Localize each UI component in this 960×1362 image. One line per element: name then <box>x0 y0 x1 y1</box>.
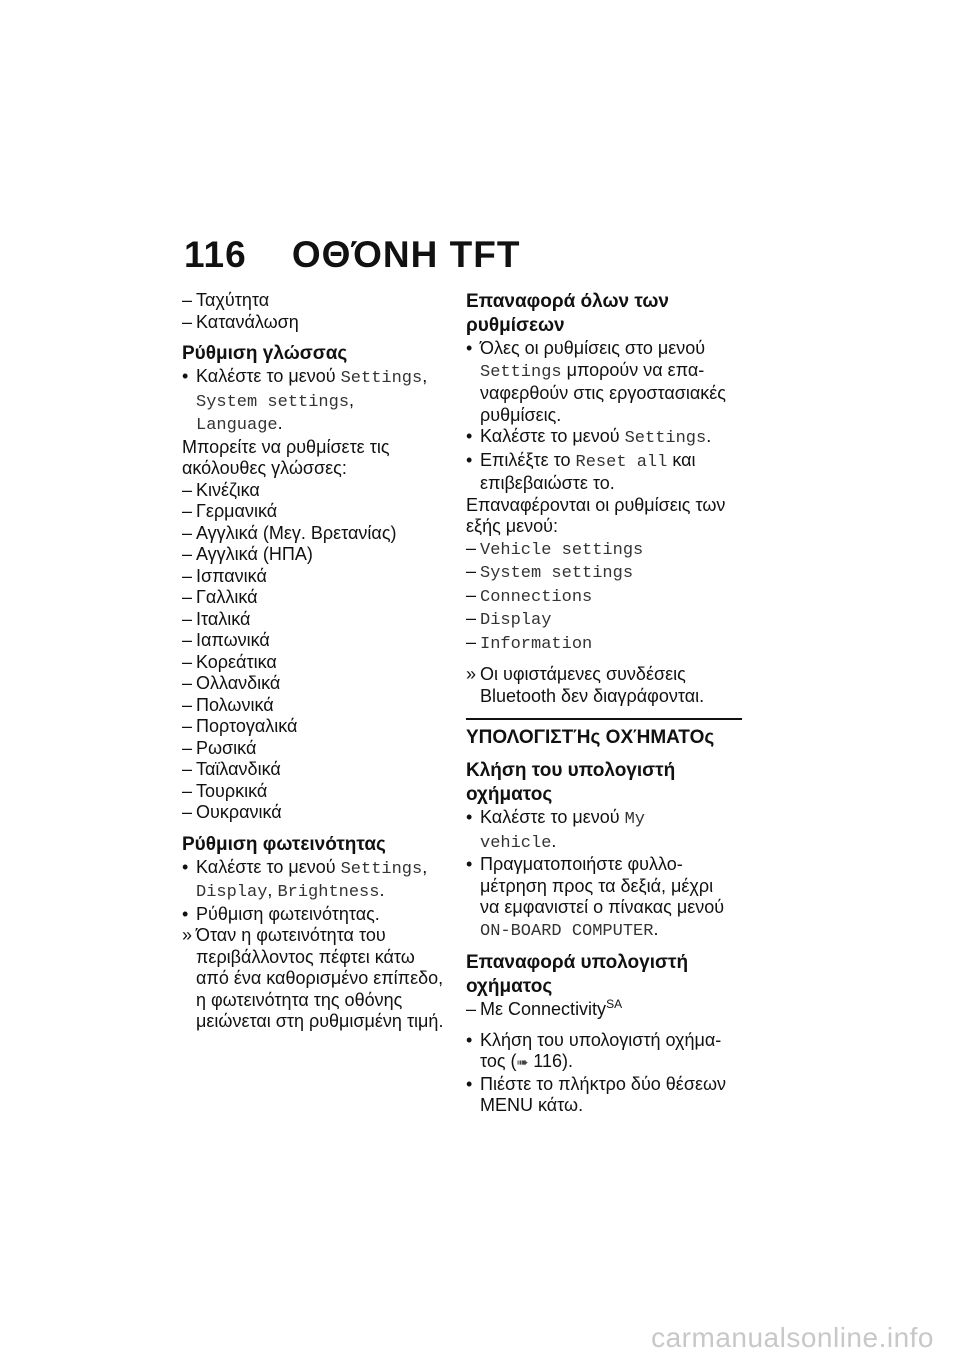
section-heading: Κλήση του υπολογιστή οχήματος <box>466 760 676 805</box>
list-item: – Connections <box>466 584 593 607</box>
list-item: – Κινέζικα <box>182 479 260 500</box>
language-list <box>182 480 444 824</box>
list-item: – Ουκρανικά <box>182 802 282 822</box>
list-item: – Information <box>466 631 593 654</box>
note-icon: » <box>182 925 193 945</box>
bullet-item: • Ρύθμιση φωτεινότητας. <box>182 903 380 924</box>
list-item: – Ολλανδικά <box>182 673 281 693</box>
list-item: – Ιαπωνικά <box>182 630 270 650</box>
list-item: – Πολωνικά <box>182 694 274 715</box>
list-item: – Ισπανικά <box>182 565 267 586</box>
section-heading: Ρύθμιση γλώσσας <box>182 343 348 364</box>
note-icon: » <box>466 664 477 684</box>
note-line: από ένα καθορισμένο επίπεδο, <box>196 968 444 988</box>
bullet-item: • Καλέστε το μενού My <box>466 807 645 829</box>
bullet-item: • Επιλέξτε το Reset all και <box>466 449 696 472</box>
page-reference[interactable]: 116 <box>533 1051 562 1071</box>
section-divider <box>466 718 742 720</box>
list-item: – System settings <box>466 561 634 583</box>
section-heading: Επαναφορά όλων των ρυθμίσεων <box>466 291 669 336</box>
paragraph: εξής μενού: <box>466 516 559 536</box>
list-item: – Αγγλικά (ΗΠΑ) <box>182 544 313 564</box>
bullet-item: • Πραγματοποιήστε φυλλο- <box>466 854 683 874</box>
bullet-item: • Καλέστε το μενού Settings, <box>182 366 428 388</box>
chapter-title: ΟΘΌΝΗ TFT <box>291 234 521 275</box>
note-item: » Οι υφιστάμενες συνδέσεις <box>466 664 686 684</box>
list-item: – Κατανάλωση <box>182 311 299 332</box>
list-item: – Display <box>466 608 552 630</box>
paragraph: ακόλουθες γλώσσες: <box>182 458 347 478</box>
section-title: ΥΠΟΛΟΓΙΣΤΉς ΟΧΉΜΑΤΟς <box>466 727 715 748</box>
menu-list <box>466 538 742 656</box>
section-heading: Ρύθμιση φωτεινότητας <box>182 833 386 855</box>
bullet-item: • Πιέστε το πλήκτρο δύο θέσεων <box>466 1073 727 1094</box>
watermark: carmanualsonline.info <box>651 1322 934 1353</box>
paragraph: Επαναφέρονται οι ρυθμίσεις των <box>466 494 726 515</box>
page-ref-arrow-icon: ➠ <box>516 1054 529 1070</box>
note-item: » Όταν η φωτεινότητα του <box>182 925 386 945</box>
list-item: – Αγγλικά (Μεγ. Βρετανίας) <box>182 522 397 543</box>
note-line: περιβάλλοντος πέφτει κάτω <box>196 946 415 967</box>
bullet-item: • Καλέστε το μενού Settings, <box>182 856 428 879</box>
note-line: μειώνεται στη ρυθμισμένη τιμή. <box>196 1011 444 1031</box>
paragraph: Μπορείτε να ρυθμίσετε τις <box>182 436 390 457</box>
section-heading: Επαναφορά υπολογιστή οχήματος <box>466 952 689 997</box>
list-item: – Vehicle settings <box>466 537 644 560</box>
list-item: – Ρωσικά <box>182 737 257 758</box>
list-item: – Ταχύτητα <box>182 290 270 310</box>
list-item: – Γαλλικά <box>182 587 258 607</box>
list-item: – Πορτογαλικά <box>182 716 298 736</box>
note-line: η φωτεινότητα της οθόνης <box>196 989 403 1010</box>
bullet-item: • Όλες οι ρυθμίσεις στο μενού <box>466 338 706 358</box>
list-item: – Ιταλικά <box>182 608 251 629</box>
page-number: 116 <box>184 234 247 275</box>
page-header <box>184 234 520 276</box>
bullet-item: • Κλήση του υπολογιστή οχήμα- <box>466 1029 722 1050</box>
list-item: – Κορεάτικα <box>182 651 277 672</box>
bullet-item: • Καλέστε το μενού Settings. <box>466 426 712 448</box>
list-item: – Με Connectivity$^{SA}$ <box>466 997 623 1019</box>
right-column: Επαναφορά όλων των ρυθμίσεων • Όλες οι ρυθμίσεις στο μενού Settings μπορούν να επα- ναφερθούν στις εργοστασιακές ρυθμίσεις. • Καλέστε το μενού Settings. • Επιλέξτε το Reset all και επιβεβαιώστε το. Επαναφέρονται οι ρυθμίσεις των εξής μενού: – Vehicle settings – System settings – Connections – Display – Information » Οι υφιστάμενες συνδέσεις Bluetooth δεν διαγράφονται. ΥΠΟΛΟΓΙΣΤΉς ΟΧΉΜΑΤΟς Κλήση του υπολογιστή οχήματος • Καλέστε το μενού My vehicle. • Πραγματοποιήστε φυλλο- μέτρηση προς τα δεξιά, μέχρι να εμφανιστεί ο πίνακας μενού ON-BOARD COMPUTER. Επαναφορά υπολογιστή οχήματος – Με Connectivity$^{SA}$ • Κλήση του υπολογιστή οχήμα- τος (➠ 116). • Πιέστε το πλήκτρο δύο θέσεων MENU κάτω. <box>466 290 742 1117</box>
list-item: – Ταϊλανδικά <box>182 759 281 779</box>
list-item: – Γερμανικά <box>182 501 278 521</box>
note-block <box>182 925 444 1033</box>
left-column: – Ταχύτητα – Κατανάλωση Ρύθμιση γλώσσας • Καλέστε το μενού Settings, System settings, Language. Μπορείτε να ρυθμίσετε τις ακόλουθες γλώσσες: – Κινέζικα – Γερμανικά – Αγγλικά (Μεγ. Βρετανίας) – Αγγλικά (ΗΠΑ) – Ισπανικά – Γαλλικά – Ιταλικά – Ιαπωνικά – Κορεάτικα – Ολλανδικά – Πολωνικά – Πορτογαλικά – Ρωσικά – Ταϊλανδικά – Τουρκικά – Ουκρανικά Ρύθμιση φωτεινότητας • Καλέστε το μενού Settings, Display, Brightness. • Ρύθμιση φωτεινότητας. » Όταν η φωτεινότητα του περιβάλλοντος πέφτει κάτω από ένα καθορισμένο επίπεδο, η φωτεινότητα της οθόνης μειώνεται στη ρυθμισμένη τιμή. <box>182 290 444 1031</box>
list-item: – Τουρκικά <box>182 780 268 801</box>
